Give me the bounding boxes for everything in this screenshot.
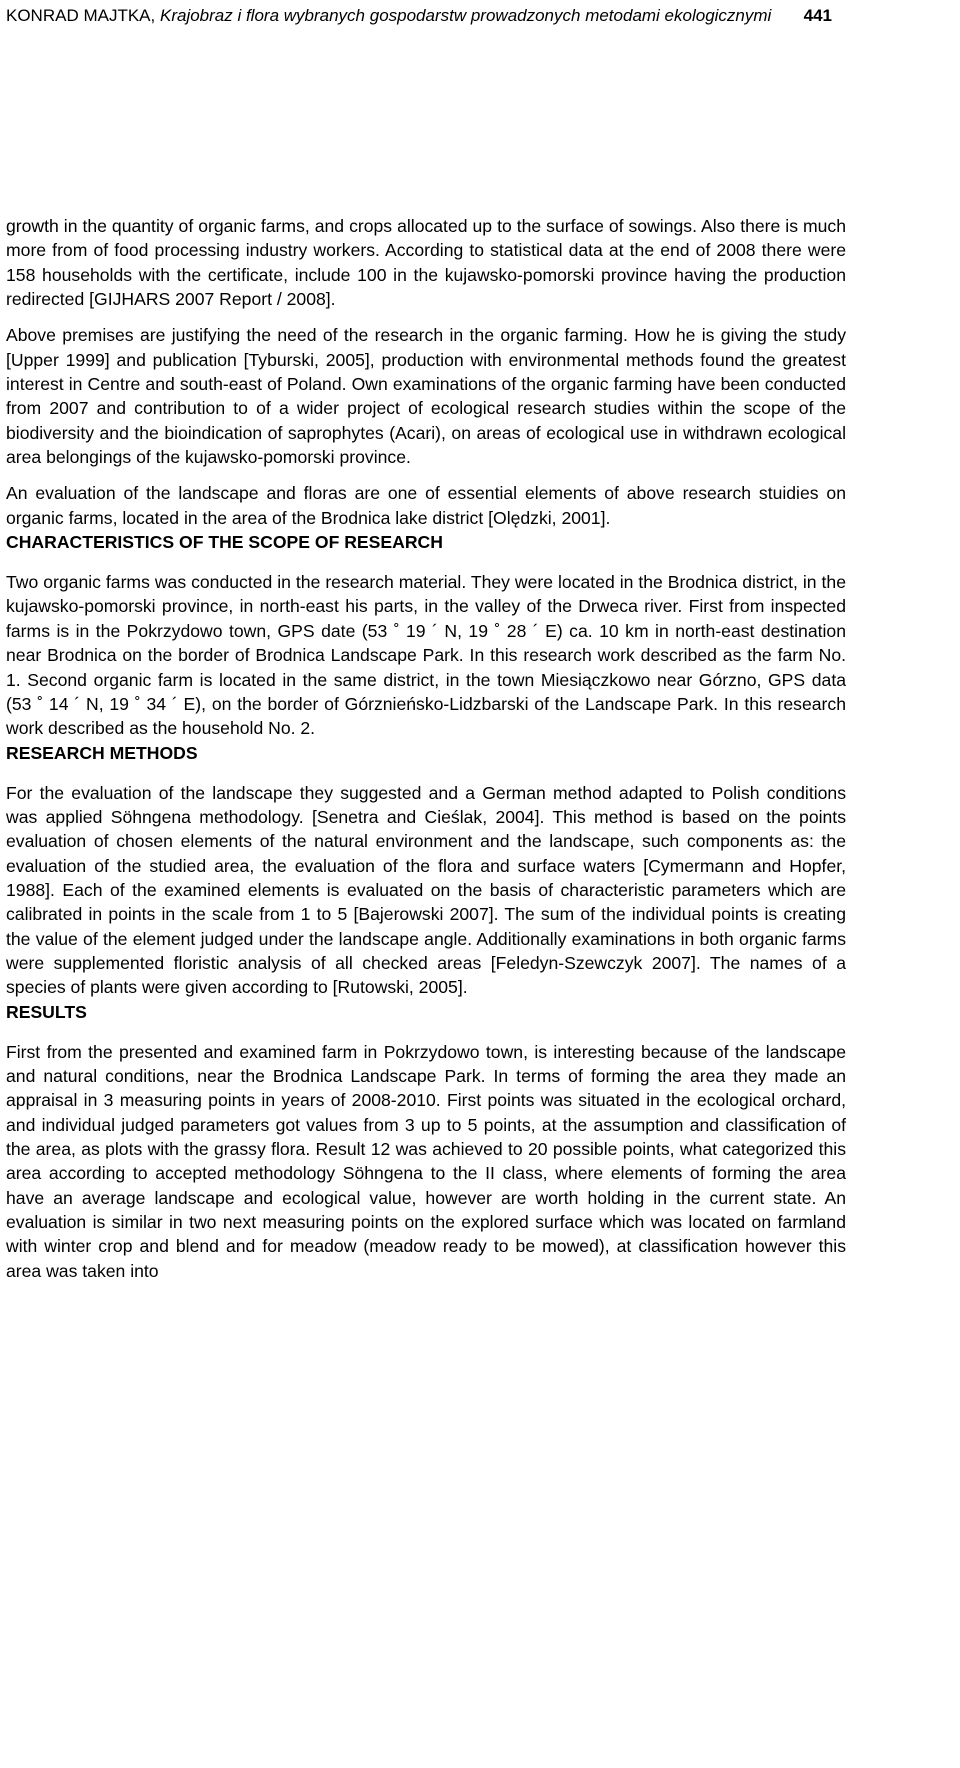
section-heading-scope: CHARACTERISTICS OF THE SCOPE OF RESEARCH xyxy=(6,532,443,553)
paragraph-premises: Above premises are justifying the need of the research in the organic farming. How he is giving the study [Upper 1999] and publication [Tyburski, 2005], production with environmental methods found the greatest interest in Centre and south-east of Poland. Own examinations of the organic farming have been conducted from 2007 and contribution to of a wider project of ecological research studies within the scope of the biodiversity and the bioindication of saprophytes (Acari), on areas of ecological use in withdrawn ecological area belongings of the kujawsko-pomorski province. xyxy=(6,325,846,468)
paragraph-evaluation: An evaluation of the landscape and floras are one of essential elements of above research stuidies on organic farms, located in the area of the Brodnica lake district [Olędzki, 2001]. xyxy=(6,483,846,528)
section-heading-methods: RESEARCH METHODS xyxy=(6,742,198,763)
section-heading-results: RESULTS xyxy=(6,1001,87,1022)
paragraph-methods: For the evaluation of the landscape they suggested and a German method adapted to Polish conditions was applied Söhngena methodology. [Senetra and Cieślak, 2004]. This method is based on the points evaluation of chosen elements of the natural environment and the landscape, such components as: the evaluation of the studied area, the evaluation of the flora and surface waters [Cymermann and Hopfer, 1988]. Each of the examined elements is evaluated on the basis of characteristic parameters which are calibrated in points in the scale from 1 to 5 [Bajerowski 2007]. The sum of the individual points is creating the value of the element judged under the landscape angle. Additionally examinations in both organic farms were supplemented floristic analysis of all checked areas [Feledyn-Szewczyk 2007]. The names of a species of plants were given according to [Rutowski, 2005]. xyxy=(6,782,846,998)
running-head-author: KONRAD MAJTKA, xyxy=(6,6,156,25)
paragraph-results: First from the presented and examined farm in Pokrzydowo town, is interesting because of the landscape and natural conditions, near the Brodnica Landscape Park. In terms of forming the area they made an appraisal in 3 measuring points in years of 2008-2010. First points was situated in the ecological orchard, and individual judged parameters got values from 3 up to 5 points, at the assumption and classification of the area, as plots with the grassy flora. Result 12 was achieved to 20 possible points, what categorized this area according to accepted methodology Söhngena to the II class, where elements of forming the area have an average landscape and ecological value, however are worth holding in the current state. An evaluation is similar in two next measuring points on the explored surface which was located on farmland with winter crop and blend and for meadow (meadow ready to be mowed), at classification however this area was taken into xyxy=(6,1041,846,1281)
running-head xyxy=(6,3,832,29)
running-head-title: Krajobraz i flora wybranych gospodarstw prowadzonych metodami ekologicznymi xyxy=(159,6,772,25)
paragraph-intro-growth: growth in the quantity of organic farms, and crops allocated up to the surface of sowings. Also there is much more from of food processing industry workers. According to statistical data at the end of 2008 there were 158 households with the certificate, include 100 in the kujawsko-pomorski province having the production redirected [GIJHARS 2007 Report / 2008]. xyxy=(6,216,846,310)
paragraph-scope: Two organic farms was conducted in the research material. They were located in the Brodnica district, in the kujawsko-pomorski province, in north-east his parts, in the valley of the Drweca river. First from inspected farms is in the Pokrzydowo town, GPS date (53 ˚ 19 ´ N, 19 ˚ 28 ´ E) ca. 10 km in north-east destination near Brodnica on the border of Brodnica Landscape Park. In this research work described as the farm No. 1. Second organic farm is located in the same district, in the town Miesiączkowo near Górzno, GPS data (53 ˚ 14 ´ N, 19 ˚ 34 ´ E), on the border of Górznieńsko-Lidzbarski of the Landscape Park. In this research work described as the household No. 2. xyxy=(6,572,846,739)
page-body xyxy=(6,214,846,1283)
page-number: 441 xyxy=(803,6,832,25)
